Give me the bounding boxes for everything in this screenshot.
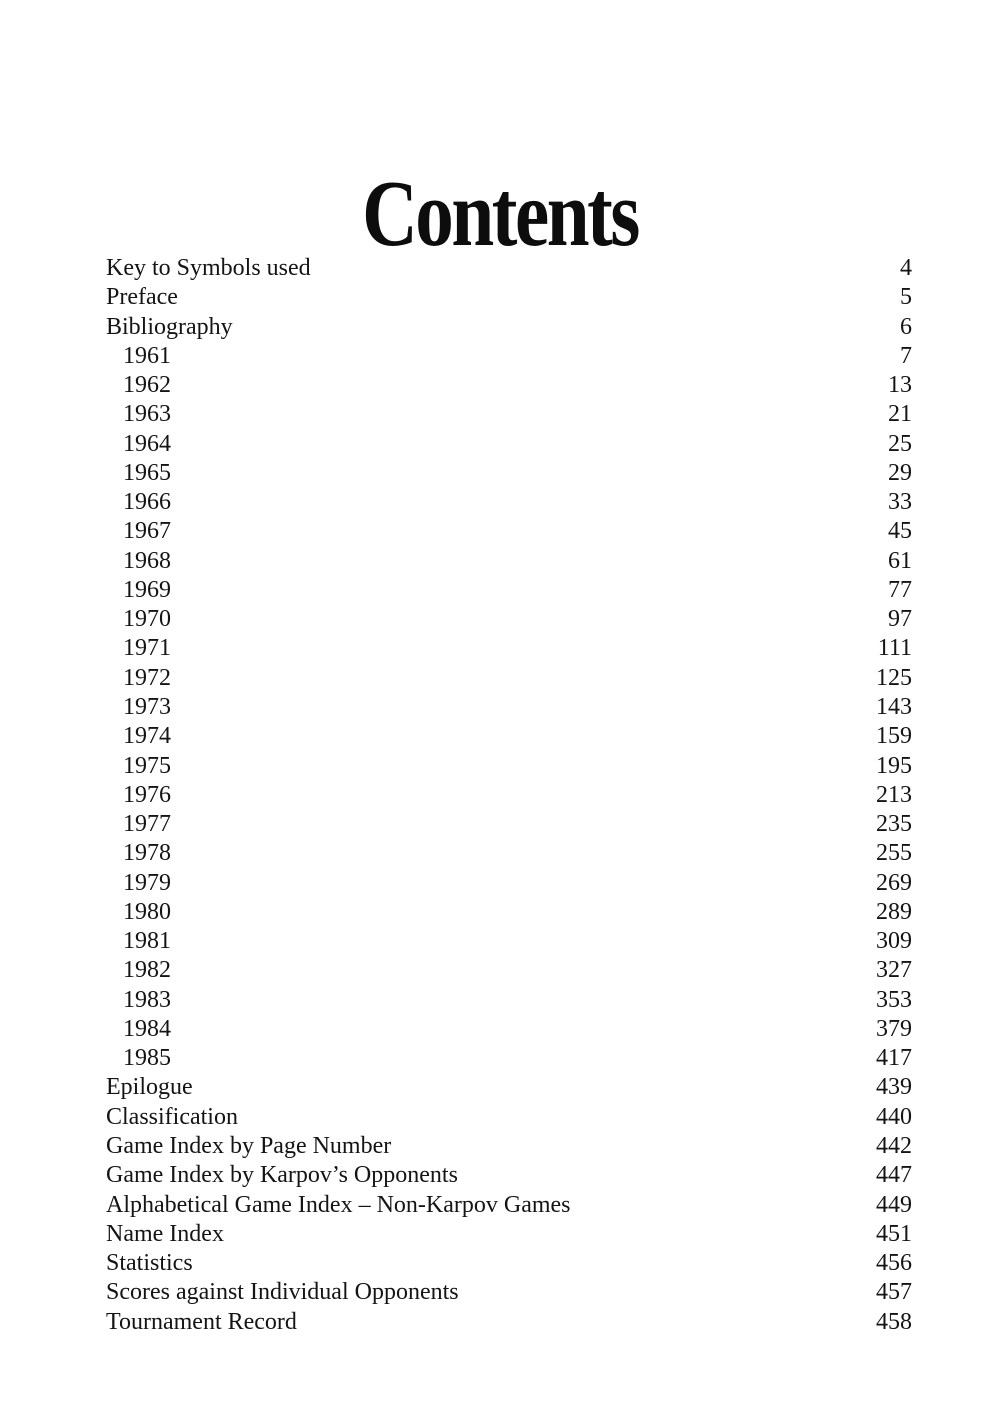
- toc-page-number: 442: [876, 1132, 912, 1159]
- toc-subentry[interactable]: [106, 752, 912, 781]
- toc-subentry[interactable]: [106, 605, 912, 634]
- toc-page-number: 213: [876, 781, 912, 808]
- toc-page-number: 456: [876, 1250, 912, 1277]
- toc-page-number: 125: [876, 664, 912, 691]
- toc-page-number: 379: [876, 1015, 912, 1042]
- toc-page-number: 417: [876, 1045, 912, 1072]
- toc-entry-label: 1974: [123, 723, 171, 750]
- page-title: Contents: [362, 161, 638, 266]
- toc-subentry[interactable]: [106, 547, 912, 576]
- toc-entry[interactable]: [106, 1191, 912, 1220]
- toc-entry[interactable]: [106, 1249, 912, 1278]
- toc-entry-label: 1985: [123, 1045, 171, 1072]
- toc-subentry[interactable]: [106, 839, 912, 868]
- toc-entry-label: Epilogue: [106, 1074, 193, 1101]
- toc-page-number: 4: [900, 255, 912, 281]
- toc-entry[interactable]: [106, 1132, 912, 1161]
- toc-subentry[interactable]: [106, 693, 912, 722]
- toc-page-number: 33: [888, 489, 912, 516]
- toc-page-number: 61: [888, 547, 912, 574]
- toc-page-number: 13: [888, 372, 912, 399]
- toc-page-number: 6: [900, 313, 912, 340]
- toc-page-number: 5: [900, 284, 912, 311]
- toc-entry-label: 1982: [123, 957, 171, 984]
- toc-page-number: 289: [876, 898, 912, 925]
- toc-subentry[interactable]: [106, 430, 912, 459]
- toc-entry-label: 1962: [123, 372, 171, 399]
- toc-page-number: 195: [876, 752, 912, 779]
- toc-subentry[interactable]: [106, 634, 912, 663]
- toc-entry-label: 1984: [123, 1015, 171, 1042]
- toc-page-number: 111: [877, 635, 912, 662]
- toc-entry-label: 1977: [123, 811, 171, 838]
- toc-entry-label: 1971: [123, 635, 171, 662]
- toc-page-number: 440: [876, 1103, 912, 1130]
- toc-entry[interactable]: [106, 283, 912, 312]
- toc-page-number: 45: [888, 518, 912, 545]
- toc-entry-label: Game Index by Page Number: [106, 1132, 392, 1159]
- toc-page-number: 269: [876, 869, 912, 896]
- toc-entry-label: Classification: [106, 1103, 238, 1130]
- toc-subentry[interactable]: [106, 722, 912, 751]
- toc-entry-label: 1980: [123, 898, 171, 925]
- toc-page-number: 449: [876, 1191, 912, 1218]
- toc-entry-label: Scores against Individual Opponents: [106, 1279, 459, 1306]
- toc-subentry[interactable]: [106, 517, 912, 546]
- toc-subentry[interactable]: [106, 927, 912, 956]
- toc-page-number: 447: [876, 1162, 912, 1189]
- toc-entry-label: Key to Symbols used: [106, 255, 311, 281]
- toc-entry-label: 1961: [123, 342, 171, 369]
- toc-subentry[interactable]: [106, 1015, 912, 1044]
- toc-page-number: 143: [876, 693, 912, 720]
- toc-page-number: 21: [888, 401, 912, 428]
- toc-entry-label: 1979: [123, 869, 171, 896]
- toc-entry-label: 1965: [123, 459, 171, 486]
- toc-page-number: 235: [876, 811, 912, 838]
- toc-entry[interactable]: [106, 313, 912, 342]
- toc-page-number: 29: [888, 459, 912, 486]
- toc-entry-label: 1983: [123, 986, 171, 1013]
- toc-subentry[interactable]: [106, 400, 912, 429]
- toc-subentry[interactable]: [106, 342, 912, 371]
- toc-subentry[interactable]: [106, 986, 912, 1015]
- toc-page-number: 439: [876, 1074, 912, 1101]
- toc-entry-label: 1964: [123, 430, 171, 457]
- toc-entry-label: 1966: [123, 489, 171, 516]
- toc-entry-label: Bibliography: [106, 313, 233, 340]
- toc-entry-label: 1975: [123, 752, 171, 779]
- toc-subentry[interactable]: [106, 664, 912, 693]
- toc-entry[interactable]: [106, 1103, 912, 1132]
- toc-entry-label: 1968: [123, 547, 171, 574]
- toc-subentry[interactable]: [106, 459, 912, 488]
- toc-page-number: 353: [876, 986, 912, 1013]
- toc-entry-label: 1969: [123, 576, 171, 603]
- toc-entry[interactable]: [106, 254, 912, 283]
- toc-entry-label: Statistics: [106, 1250, 193, 1277]
- toc-entry-label: Preface: [106, 284, 178, 311]
- toc-page-number: 25: [888, 430, 912, 457]
- toc-page-number: 159: [876, 723, 912, 750]
- toc-entry-label: Game Index by Karpov’s Opponents: [106, 1162, 458, 1189]
- toc-entry-label: 1973: [123, 693, 171, 720]
- toc-page-number: 309: [876, 928, 912, 955]
- toc-page-number: 77: [888, 576, 912, 603]
- toc-entry-label: 1978: [123, 840, 171, 867]
- toc-entry-label: 1967: [123, 518, 171, 545]
- toc-entry-label: 1972: [123, 664, 171, 691]
- toc-entry-label: Alphabetical Game Index – Non-Karpov Games: [106, 1191, 571, 1218]
- toc-subentry[interactable]: [106, 869, 912, 898]
- toc-page-number: 255: [876, 840, 912, 867]
- toc-subentry[interactable]: [106, 371, 912, 400]
- toc-entry-label: 1970: [123, 606, 171, 633]
- toc-subentry[interactable]: [106, 956, 912, 985]
- toc-page-number: 458: [876, 1308, 912, 1335]
- toc-entry-label: 1976: [123, 781, 171, 808]
- toc-entry[interactable]: [106, 1073, 912, 1102]
- toc-page-number: 7: [900, 342, 912, 369]
- toc-entry-label: Name Index: [106, 1220, 224, 1247]
- toc-subentry[interactable]: [106, 576, 912, 605]
- toc-subentry[interactable]: [106, 488, 912, 517]
- toc-entry-label: 1981: [123, 928, 171, 955]
- toc-subentry[interactable]: [106, 781, 912, 810]
- toc-page-number: 327: [876, 957, 912, 984]
- toc-entry[interactable]: [106, 1308, 912, 1337]
- toc-entry[interactable]: [106, 1161, 912, 1190]
- toc-subentry[interactable]: [106, 810, 912, 839]
- toc-page-number: 457: [876, 1279, 912, 1306]
- toc-subentry[interactable]: [106, 1044, 912, 1073]
- toc-entry-label: Tournament Record: [106, 1308, 297, 1335]
- toc-entry[interactable]: [106, 1278, 912, 1307]
- toc-subentry[interactable]: [106, 898, 912, 927]
- toc-page-number: 97: [888, 606, 912, 633]
- toc-entry-label: 1963: [123, 401, 171, 428]
- toc-page-number: 451: [876, 1220, 912, 1247]
- toc-entry[interactable]: [106, 1220, 912, 1249]
- table-of-contents: [106, 254, 912, 1337]
